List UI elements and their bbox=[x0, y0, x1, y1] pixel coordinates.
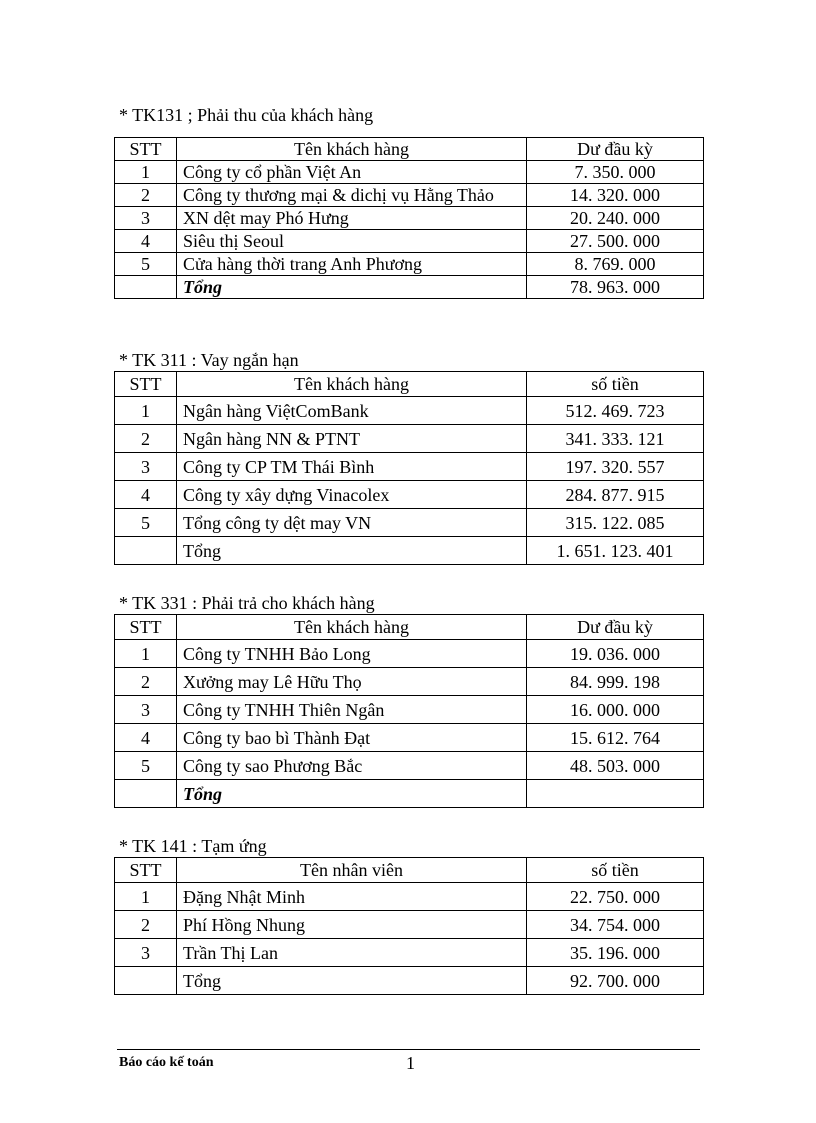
table-row bbox=[115, 752, 704, 780]
cell-amount: 284. 877. 915 bbox=[527, 481, 704, 509]
total-row bbox=[115, 276, 704, 299]
cell-stt: 4 bbox=[115, 481, 177, 509]
header-amount: số tiền bbox=[527, 858, 704, 883]
cell-amount: 34. 754. 000 bbox=[527, 911, 704, 939]
table-row bbox=[115, 207, 704, 230]
cell-stt: 2 bbox=[115, 911, 177, 939]
cell-amount: 341. 333. 121 bbox=[527, 425, 704, 453]
total-value bbox=[527, 780, 704, 808]
header-name: Tên khách hàng bbox=[177, 138, 527, 161]
cell-name: Công ty CP TM Thái Bình bbox=[177, 453, 527, 481]
table-row bbox=[115, 668, 704, 696]
header-name: Tên khách hàng bbox=[177, 372, 527, 397]
header-amount: số tiền bbox=[527, 372, 704, 397]
total-row bbox=[115, 780, 704, 808]
cell-name: Công ty cổ phần Việt An bbox=[177, 161, 527, 184]
cell-name: Trần Thị Lan bbox=[177, 939, 527, 967]
cell-stt-empty bbox=[115, 780, 177, 808]
total-label: Tổng bbox=[177, 780, 527, 808]
cell-amount: 8. 769. 000 bbox=[527, 253, 704, 276]
cell-amount: 197. 320. 557 bbox=[527, 453, 704, 481]
cell-stt: 2 bbox=[115, 425, 177, 453]
table-row bbox=[115, 911, 704, 939]
cell-name: Công ty thương mại & dichị vụ Hằng Thảo bbox=[177, 184, 527, 207]
cell-name: Phí Hồng Nhung bbox=[177, 911, 527, 939]
total-row bbox=[115, 537, 704, 565]
cell-amount: 20. 240. 000 bbox=[527, 207, 704, 230]
cell-stt: 1 bbox=[115, 161, 177, 184]
tk311-title: * TK 311 : Vay ngắn hạn bbox=[119, 350, 299, 370]
cell-stt: 4 bbox=[115, 230, 177, 253]
tk141-title: * TK 141 : Tạm ứng bbox=[119, 836, 267, 856]
cell-name: Công ty xây dựng Vinacolex bbox=[177, 481, 527, 509]
cell-amount: 315. 122. 085 bbox=[527, 509, 704, 537]
cell-amount: 14. 320. 000 bbox=[527, 184, 704, 207]
cell-name: Công ty TNHH Thiên Ngân bbox=[177, 696, 527, 724]
cell-amount: 512. 469. 723 bbox=[527, 397, 704, 425]
table-row bbox=[115, 939, 704, 967]
tk131-table bbox=[114, 137, 704, 299]
tk311-table bbox=[114, 371, 704, 565]
cell-amount: 19. 036. 000 bbox=[527, 640, 704, 668]
cell-stt: 1 bbox=[115, 883, 177, 911]
table-header-row bbox=[115, 138, 704, 161]
header-name: Tên khách hàng bbox=[177, 615, 527, 640]
cell-amount: 22. 750. 000 bbox=[527, 883, 704, 911]
footer-divider bbox=[117, 1049, 700, 1050]
header-stt: STT bbox=[115, 372, 177, 397]
total-value: 92. 700. 000 bbox=[527, 967, 704, 995]
total-label: Tổng bbox=[177, 537, 527, 565]
header-amount: Dư đầu kỳ bbox=[527, 138, 704, 161]
cell-name: XN dệt may Phó Hưng bbox=[177, 207, 527, 230]
table-row bbox=[115, 453, 704, 481]
total-label: Tổng bbox=[177, 967, 527, 995]
table-row bbox=[115, 724, 704, 752]
cell-stt: 1 bbox=[115, 640, 177, 668]
total-row bbox=[115, 967, 704, 995]
table-row bbox=[115, 397, 704, 425]
cell-stt-empty bbox=[115, 967, 177, 995]
table-row bbox=[115, 184, 704, 207]
table-header-row bbox=[115, 615, 704, 640]
cell-name: Công ty TNHH Bảo Long bbox=[177, 640, 527, 668]
table-row bbox=[115, 509, 704, 537]
tk331-table bbox=[114, 614, 704, 808]
cell-amount: 84. 999. 198 bbox=[527, 668, 704, 696]
table-row bbox=[115, 481, 704, 509]
cell-stt: 5 bbox=[115, 253, 177, 276]
table-row bbox=[115, 696, 704, 724]
cell-amount: 48. 503. 000 bbox=[527, 752, 704, 780]
cell-amount: 16. 000. 000 bbox=[527, 696, 704, 724]
header-stt: STT bbox=[115, 615, 177, 640]
table-row bbox=[115, 161, 704, 184]
cell-stt: 3 bbox=[115, 696, 177, 724]
total-label: Tổng bbox=[177, 276, 527, 299]
cell-stt: 1 bbox=[115, 397, 177, 425]
cell-name: Tổng công ty dệt may VN bbox=[177, 509, 527, 537]
cell-name: Xưởng may Lê Hữu Thọ bbox=[177, 668, 527, 696]
cell-stt: 3 bbox=[115, 207, 177, 230]
header-stt: STT bbox=[115, 138, 177, 161]
cell-name: Ngân hàng NN & PTNT bbox=[177, 425, 527, 453]
cell-amount: 7. 350. 000 bbox=[527, 161, 704, 184]
tk141-table bbox=[114, 857, 704, 995]
header-stt: STT bbox=[115, 858, 177, 883]
table-row bbox=[115, 253, 704, 276]
table-row bbox=[115, 640, 704, 668]
header-amount: Dư đầu kỳ bbox=[527, 615, 704, 640]
cell-stt: 4 bbox=[115, 724, 177, 752]
cell-stt: 2 bbox=[115, 668, 177, 696]
cell-name: Đặng Nhật Minh bbox=[177, 883, 527, 911]
cell-stt: 3 bbox=[115, 453, 177, 481]
table-row bbox=[115, 425, 704, 453]
cell-name: Cửa hàng thời trang Anh Phương bbox=[177, 253, 527, 276]
page-number: 1 bbox=[406, 1053, 415, 1073]
cell-amount: 35. 196. 000 bbox=[527, 939, 704, 967]
tk331-title: * TK 331 : Phải trả cho khách hàng bbox=[119, 593, 375, 613]
cell-stt: 2 bbox=[115, 184, 177, 207]
cell-stt-empty bbox=[115, 276, 177, 299]
cell-stt: 5 bbox=[115, 509, 177, 537]
cell-name: Ngân hàng ViệtComBank bbox=[177, 397, 527, 425]
footer-title: Báo cáo kế toán bbox=[119, 1055, 214, 1070]
table-row bbox=[115, 883, 704, 911]
cell-amount: 27. 500. 000 bbox=[527, 230, 704, 253]
cell-name: Siêu thị Seoul bbox=[177, 230, 527, 253]
cell-name: Công ty bao bì Thành Đạt bbox=[177, 724, 527, 752]
total-value: 1. 651. 123. 401 bbox=[527, 537, 704, 565]
cell-stt: 5 bbox=[115, 752, 177, 780]
table-row bbox=[115, 230, 704, 253]
table-header-row bbox=[115, 858, 704, 883]
table-header-row bbox=[115, 372, 704, 397]
header-name: Tên nhân viên bbox=[177, 858, 527, 883]
tk131-title: * TK131 ; Phải thu của khách hàng bbox=[119, 105, 374, 125]
cell-stt-empty bbox=[115, 537, 177, 565]
cell-amount: 15. 612. 764 bbox=[527, 724, 704, 752]
cell-name: Công ty sao Phương Bắc bbox=[177, 752, 527, 780]
total-value: 78. 963. 000 bbox=[527, 276, 704, 299]
cell-stt: 3 bbox=[115, 939, 177, 967]
